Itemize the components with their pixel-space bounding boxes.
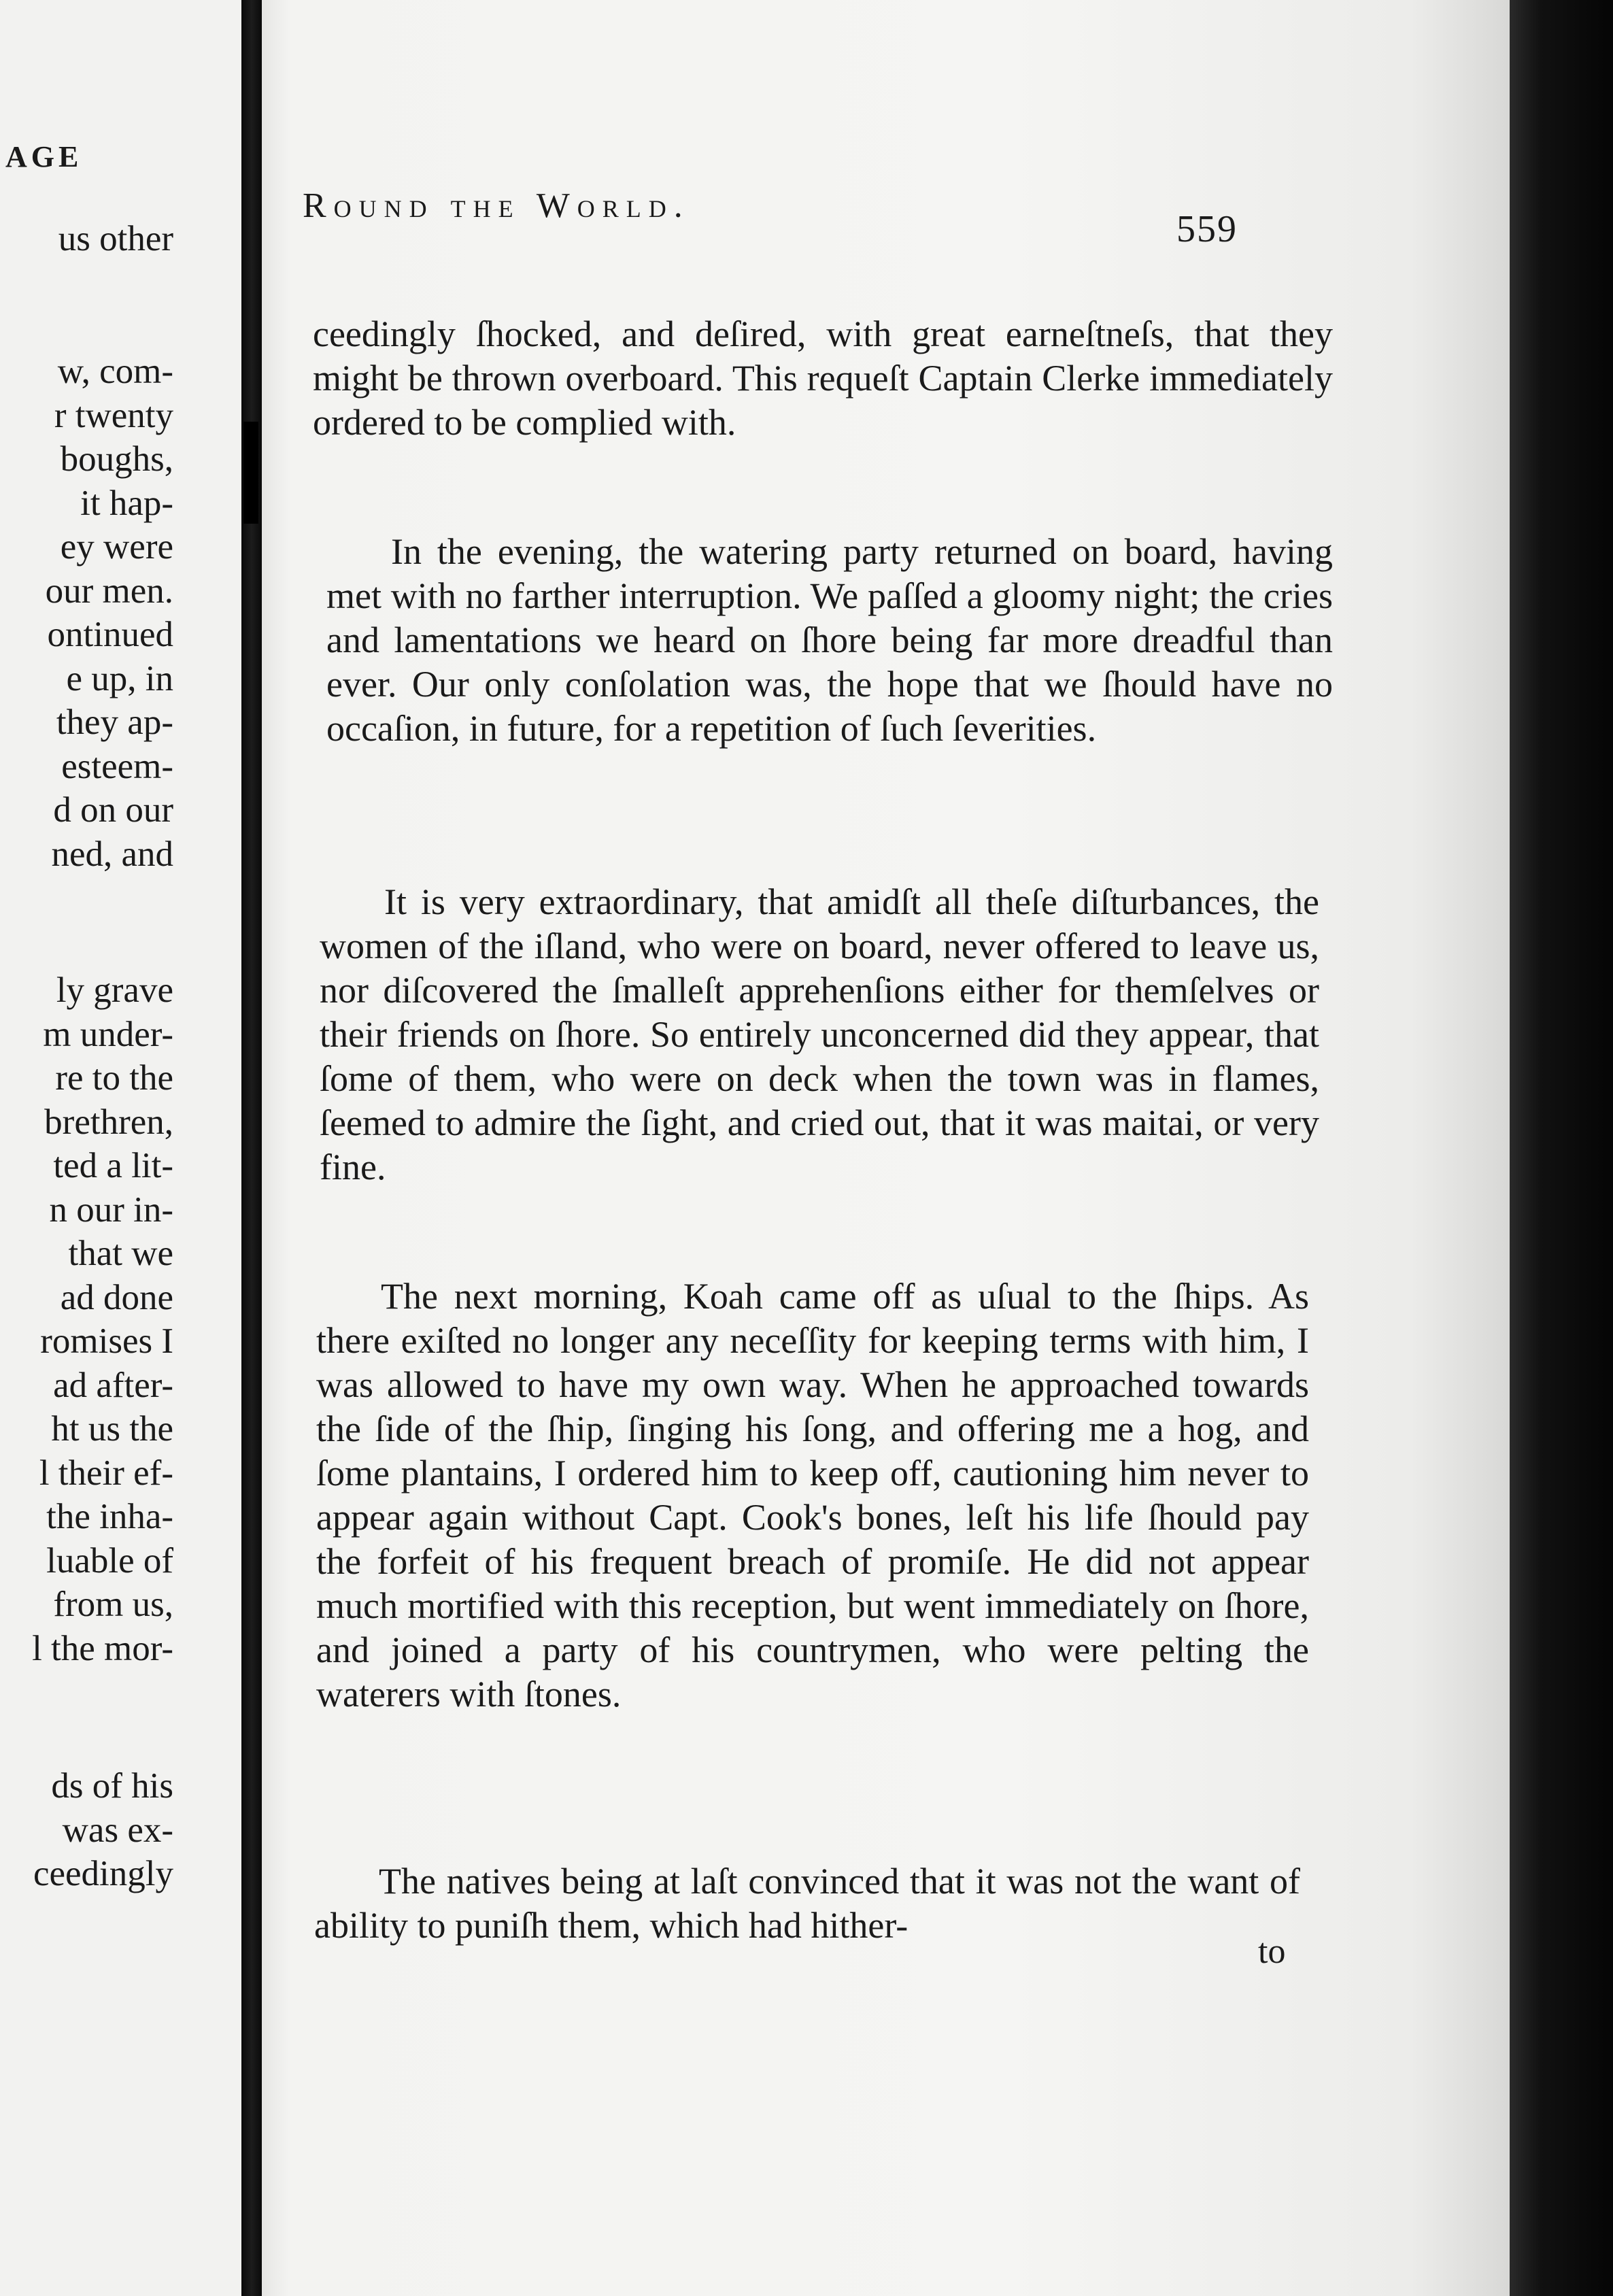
left-page-line: was ex- — [62, 1810, 173, 1850]
catchword: to — [1258, 1932, 1286, 1971]
left-page-line: ted a lit- — [53, 1146, 173, 1185]
left-page-line: boughs, — [60, 439, 173, 479]
book-gutter — [241, 0, 262, 2296]
paragraph-1: ceedingly ſhocked, and deſired, with great earneſtneſs, that they might be thrown overboard. This requeſt Captain Clerke immediately ordered to be complied with. — [313, 314, 1333, 443]
left-page-line: it hap- — [80, 483, 173, 523]
paragraph-2: In the evening, the watering party returned on board, having met with no farther interruption. We paſſed a gloomy night; the cries and lamentations we heard on ſhore being far more dreadful than ever. Our only conſolation was, the hope that we ſhould have no occaſion, in future, for a repetition of ſuch ſeverities. — [326, 531, 1333, 749]
left-page-line: ad after- — [53, 1365, 173, 1405]
left-page-line: ey were — [60, 527, 173, 567]
left-page-line: ceedingly — [33, 1854, 173, 1893]
left-page-line: from us, — [53, 1585, 173, 1624]
left-page-line: d on our — [53, 790, 173, 830]
left-page-line: w, com- — [57, 352, 173, 391]
left-page-line: brethren, — [44, 1102, 173, 1142]
left-page-line: e up, in — [66, 658, 173, 698]
paragraph-5: The natives being at laſt convinced that it was not the want of ability to puniſh them, which had hither- — [314, 1861, 1300, 1946]
left-page — [0, 0, 241, 2296]
left-page-line: ds of his — [51, 1766, 173, 1806]
left-page-line: the inha- — [46, 1497, 173, 1536]
left-page-line: that we — [68, 1234, 173, 1273]
left-running-head: AGE — [5, 140, 83, 173]
gutter-shadow — [243, 422, 258, 524]
left-page-line: r twenty — [54, 395, 173, 435]
left-page-line: l the mor- — [32, 1628, 173, 1668]
paragraph-4: The next morning, Koah came off as uſual to the ſhips. As there exiſted no longer any neceſſity for keeping terms with him, I was allowed to have my own way. When he approached towards the ſide of the ſhip, ſinging his ſong, and offering me a hog, and ſome plantains, I ordered him to keep off, cautioning him never to appear again without Capt. Cook's bones, leſt his life ſhould pay the forfeit of his frequent breach of promiſe. He did not appear much mortified with this reception, but went immediately on ſhore, and joined a party of his countrymen, who were pelting the waterers with ſtones. — [316, 1276, 1309, 1715]
paragraph-3: It is very extraordinary, that amidſt all theſe diſturbances, the women of the iſland, who were on board, never offered to leave us, nor diſcovered the ſmalleſt apprehenſions either for themſelves or their friends on ſhore. So entirely unconcerned did they appear, that ſome of them, who were on deck when the town was in flames, ſeemed to admire the ſight, and cried out, that it was maitai, or very fine. — [320, 881, 1319, 1187]
left-page-line: ad done — [60, 1277, 173, 1317]
left-page-line: romises I — [40, 1321, 173, 1361]
left-page-line: ht us the — [51, 1409, 173, 1449]
left-page-line: us other — [58, 219, 173, 258]
left-page-line: re to the — [55, 1058, 173, 1098]
left-page-line: m under- — [43, 1014, 173, 1054]
page-number: 559 — [1176, 208, 1238, 250]
left-page-line: ontinued — [47, 615, 173, 654]
left-page-line: our men. — [45, 571, 173, 611]
left-page-line: they ap- — [56, 703, 173, 742]
running-head: Round the World. — [303, 186, 690, 225]
left-page-line: ly grave — [56, 970, 173, 1010]
left-page-line: ned, and — [51, 834, 173, 874]
left-page-line: l their ef- — [39, 1453, 173, 1493]
left-page-line: esteem- — [61, 746, 173, 786]
left-page-line: n our in- — [49, 1189, 173, 1230]
left-page-line: luable of — [46, 1540, 173, 1581]
page-edge-shadow — [1510, 0, 1613, 2296]
